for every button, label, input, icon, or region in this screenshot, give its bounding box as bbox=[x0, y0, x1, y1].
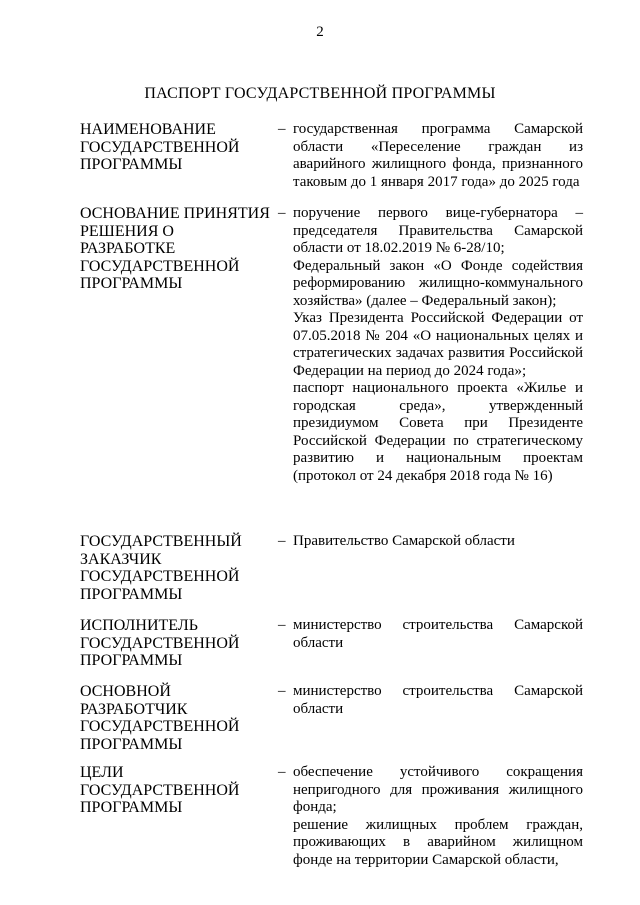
row-content bbox=[293, 121, 583, 191]
row-dash: – bbox=[278, 764, 286, 780]
row-paragraph: Указ Президента Российской Федерации от 07.05.2018 № 204 «О национальных целях и стратегических задачах развития Российской Федерации на период до 2024 года»; bbox=[293, 310, 583, 379]
row-paragraph: обеспечение устойчивого сокращения непригодного для проживания жилищного фонда; bbox=[293, 764, 583, 815]
row-paragraph: решение жилищных проблем граждан, проживающих в аварийном жилищном фонде на территории Самарской области, bbox=[293, 816, 583, 868]
row-content bbox=[293, 205, 583, 485]
row-label: ОСНОВНОЙ РАЗРАБОТЧИК ГОСУДАРСТВЕННОЙ ПРОГРАММЫ bbox=[80, 683, 240, 753]
row-paragraph: паспорт национального проекта «Жилье и городская среда», утвержденный президиумом Совета при Президенте Российской Федерации по стратегическому развитию и национальным проектам (протокол от 24 декабря 2018 года № 16) bbox=[293, 380, 583, 484]
row-content bbox=[293, 617, 583, 652]
row-label: ОСНОВАНИЕ ПРИНЯТИЯ РЕШЕНИЯ О РАЗРАБОТКЕ ГОСУДАРСТВЕННОЙ ПРОГРАММЫ bbox=[80, 205, 270, 292]
page-number: 2 bbox=[316, 24, 324, 40]
row-dash: – bbox=[278, 617, 286, 633]
row-label: НАИМЕНОВАНИЕ ГОСУДАРСТВЕННОЙ ПРОГРАММЫ bbox=[80, 121, 240, 173]
row-paragraph: Правительство Самарской области bbox=[293, 533, 515, 549]
row-label: ИСПОЛНИТЕЛЬ ГОСУДАРСТВЕННОЙ ПРОГРАММЫ bbox=[80, 617, 240, 669]
row-label: ГОСУДАРСТВЕННЫЙ ЗАКАЗЧИК ГОСУДАРСТВЕННОЙ ПРОГРАММЫ bbox=[80, 533, 242, 603]
row-paragraph: министерство строительства Самарской области bbox=[293, 683, 583, 717]
row-paragraph: министерство строительства Самарской области bbox=[293, 617, 583, 651]
row-paragraph: поручение первого вице-губернатора – председателя Правительства Самарской области от 18.02.2019 № 6-28/10; bbox=[293, 205, 583, 256]
row-paragraph: Федеральный закон «О Фонде содействия реформированию жилищно-коммунального хозяйства» (далее – Федеральный закон); bbox=[293, 257, 583, 309]
row-content bbox=[293, 533, 583, 551]
row-dash: – bbox=[278, 205, 286, 221]
document-title: ПАСПОРТ ГОСУДАРСТВЕННОЙ ПРОГРАММЫ bbox=[144, 85, 496, 102]
row-dash: – bbox=[278, 121, 286, 137]
row-content bbox=[293, 764, 583, 869]
row-paragraph: государственная программа Самарской области «Переселение граждан из аварийного жилищного фонда, признанного таковым до 1 января 2017 года» до 2025 года bbox=[293, 121, 583, 190]
row-dash: – bbox=[278, 533, 286, 549]
row-content bbox=[293, 683, 583, 718]
row-label: ЦЕЛИ ГОСУДАРСТВЕННОЙ ПРОГРАММЫ bbox=[80, 764, 240, 816]
row-dash: – bbox=[278, 683, 286, 699]
